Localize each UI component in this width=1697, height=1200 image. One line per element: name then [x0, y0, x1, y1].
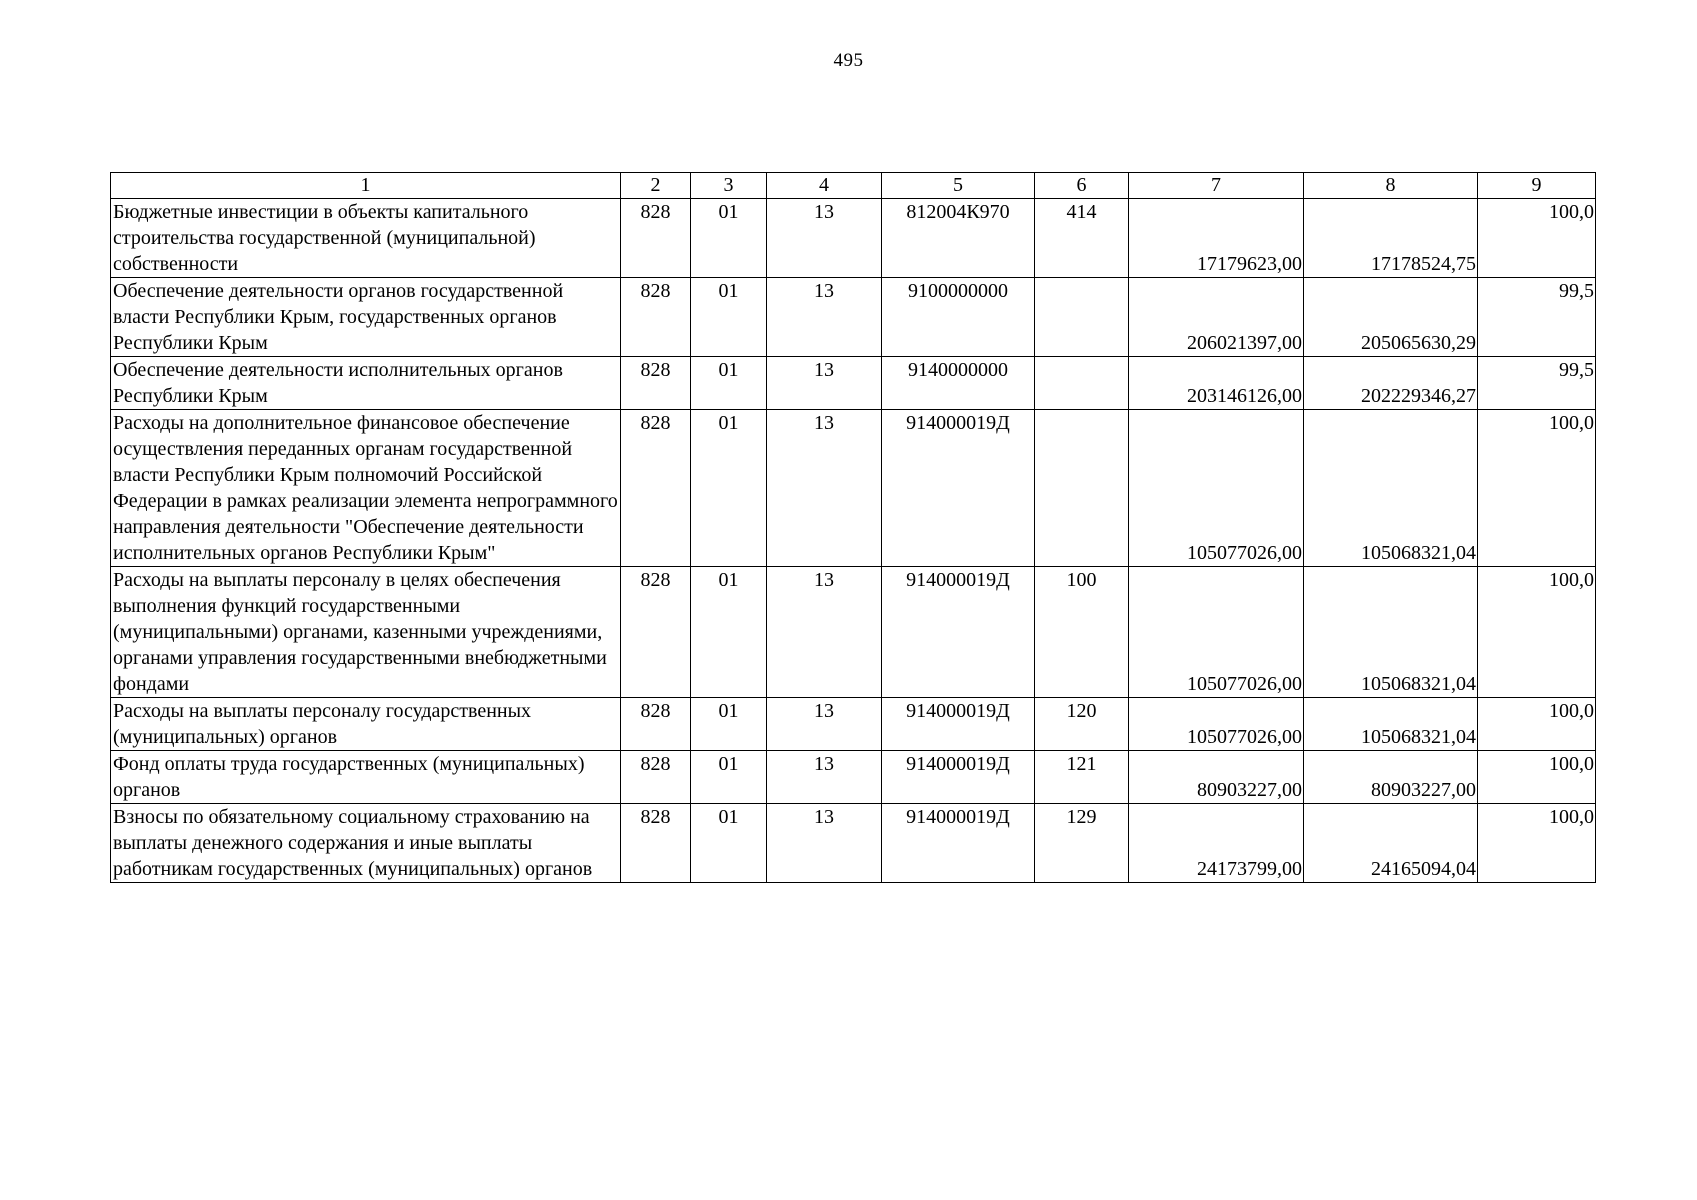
execution-percent-cell: 100,0: [1478, 804, 1596, 883]
column-header: 3: [691, 173, 767, 199]
approved-amount-cell: 80903227,00: [1129, 751, 1304, 804]
expense-type-cell: 121: [1035, 751, 1129, 804]
ministry-code-cell: 828: [621, 698, 691, 751]
subsection-code-cell: 13: [767, 278, 882, 357]
section-code-cell: 01: [691, 199, 767, 278]
section-code-cell: 01: [691, 751, 767, 804]
table-row: [111, 278, 1596, 357]
executed-amount-cell: 24165094,04: [1304, 804, 1478, 883]
ministry-code-cell: 828: [621, 357, 691, 410]
executed-amount-cell: 80903227,00: [1304, 751, 1478, 804]
table-body: [111, 173, 1596, 883]
column-header: 8: [1304, 173, 1478, 199]
execution-percent-cell: 99,5: [1478, 357, 1596, 410]
expense-type-cell: 414: [1035, 199, 1129, 278]
execution-percent-cell: 100,0: [1478, 567, 1596, 698]
ministry-code-cell: 828: [621, 804, 691, 883]
approved-amount-cell: 206021397,00: [1129, 278, 1304, 357]
column-header: 5: [882, 173, 1035, 199]
expense-type-cell: 120: [1035, 698, 1129, 751]
target-article-cell: 914000019Д: [882, 567, 1035, 698]
row-description: Расходы на дополнительное финансовое обеспечение осуществления переданных органам государственной власти Республики Крым полномочий Российской Федерации в рамках реализации элемента непрограммного направления деятельности "Обеспечение деятельности исполнительных органов Республики Крым": [111, 410, 621, 567]
column-header: 6: [1035, 173, 1129, 199]
execution-percent-cell: 100,0: [1478, 199, 1596, 278]
executed-amount-cell: 105068321,04: [1304, 698, 1478, 751]
table-row: [111, 698, 1596, 751]
ministry-code-cell: 828: [621, 410, 691, 567]
column-header: 7: [1129, 173, 1304, 199]
section-code-cell: 01: [691, 278, 767, 357]
executed-amount-cell: 17178524,75: [1304, 199, 1478, 278]
approved-amount-cell: 105077026,00: [1129, 410, 1304, 567]
target-article-cell: 812004К970: [882, 199, 1035, 278]
execution-percent-cell: 100,0: [1478, 698, 1596, 751]
target-article-cell: 914000019Д: [882, 410, 1035, 567]
column-header: 1: [111, 173, 621, 199]
section-code-cell: 01: [691, 410, 767, 567]
section-code-cell: 01: [691, 804, 767, 883]
ministry-code-cell: 828: [621, 567, 691, 698]
expense-type-cell: [1035, 410, 1129, 567]
subsection-code-cell: 13: [767, 751, 882, 804]
target-article-cell: 9140000000: [882, 357, 1035, 410]
target-article-cell: 914000019Д: [882, 751, 1035, 804]
executed-amount-cell: 105068321,04: [1304, 567, 1478, 698]
row-description: Взносы по обязательному социальному страхованию на выплаты денежного содержания и иные выплаты работникам государственных (муниципальных) органов: [111, 804, 621, 883]
column-header: 4: [767, 173, 882, 199]
execution-percent-cell: 100,0: [1478, 410, 1596, 567]
budget-table: [110, 172, 1596, 883]
row-description: Расходы на выплаты персоналу государственных (муниципальных) органов: [111, 698, 621, 751]
approved-amount-cell: 105077026,00: [1129, 698, 1304, 751]
section-code-cell: 01: [691, 357, 767, 410]
subsection-code-cell: 13: [767, 698, 882, 751]
page-number: 495: [833, 50, 864, 71]
row-description: Обеспечение деятельности исполнительных органов Республики Крым: [111, 357, 621, 410]
expense-type-cell: [1035, 278, 1129, 357]
subsection-code-cell: 13: [767, 804, 882, 883]
executed-amount-cell: 202229346,27: [1304, 357, 1478, 410]
ministry-code-cell: 828: [621, 199, 691, 278]
table-row: [111, 410, 1596, 567]
expense-type-cell: 100: [1035, 567, 1129, 698]
column-header: 2: [621, 173, 691, 199]
execution-percent-cell: 99,5: [1478, 278, 1596, 357]
table-row: [111, 751, 1596, 804]
subsection-code-cell: 13: [767, 199, 882, 278]
subsection-code-cell: 13: [767, 567, 882, 698]
expense-type-cell: [1035, 357, 1129, 410]
approved-amount-cell: 24173799,00: [1129, 804, 1304, 883]
expense-type-cell: 129: [1035, 804, 1129, 883]
ministry-code-cell: 828: [621, 751, 691, 804]
row-description: Бюджетные инвестиции в объекты капитального строительства государственной (муниципальной) собственности: [111, 199, 621, 278]
section-code-cell: 01: [691, 698, 767, 751]
column-header: 9: [1478, 173, 1596, 199]
executed-amount-cell: 105068321,04: [1304, 410, 1478, 567]
section-code-cell: 01: [691, 567, 767, 698]
row-description: Обеспечение деятельности органов государственной власти Республики Крым, государственных органов Республики Крым: [111, 278, 621, 357]
subsection-code-cell: 13: [767, 357, 882, 410]
subsection-code-cell: 13: [767, 410, 882, 567]
target-article-cell: 914000019Д: [882, 698, 1035, 751]
row-description: Расходы на выплаты персоналу в целях обеспечения выполнения функций государственными (муниципальными) органами, казенными учреждениями, органами управления государственными внебюджетными фондами: [111, 567, 621, 698]
row-description: Фонд оплаты труда государственных (муниципальных) органов: [111, 751, 621, 804]
target-article-cell: 914000019Д: [882, 804, 1035, 883]
table-row: [111, 567, 1596, 698]
header-row: [111, 173, 1596, 199]
approved-amount-cell: 105077026,00: [1129, 567, 1304, 698]
table-row: [111, 804, 1596, 883]
approved-amount-cell: 203146126,00: [1129, 357, 1304, 410]
executed-amount-cell: 205065630,29: [1304, 278, 1478, 357]
execution-percent-cell: 100,0: [1478, 751, 1596, 804]
target-article-cell: 9100000000: [882, 278, 1035, 357]
table-row: [111, 357, 1596, 410]
ministry-code-cell: 828: [621, 278, 691, 357]
table-row: [111, 199, 1596, 278]
approved-amount-cell: 17179623,00: [1129, 199, 1304, 278]
